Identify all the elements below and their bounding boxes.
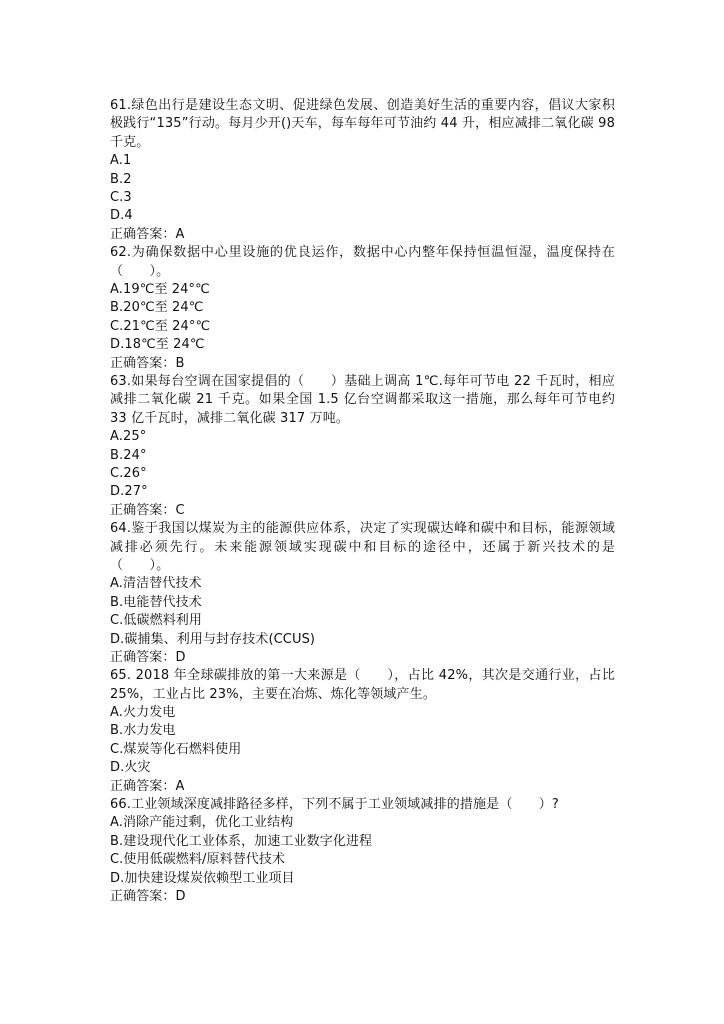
option-a: A.火力发电 [110,705,176,721]
question-stem: 66.工业领域深度减排路径多样，下列不属于工业领域减排的措施是（ ）? [110,797,559,813]
option-d: D.碳捕集、利用与封存技术(CCUS) [110,631,316,647]
question-66 [110,796,615,906]
option-d: D.火灾 [110,760,151,776]
option-d: D.27° [110,484,148,500]
option-b: B.水力发电 [110,723,176,739]
option-b: B.20℃至 24℃ [110,300,204,316]
question-stem: 64.鉴于我国以煤炭为主的能源供应体系，决定了实现碳达峰和碳中和目标，能源领域减排必须先行。未来能源领域实现碳中和目标的途径中，还属于新兴技术的是（ ）。 [110,521,615,573]
question-62 [110,244,615,373]
question-stem: 63.如果每台空调在国家提倡的（ ）基础上调高 1℃.每年可节电 22 千瓦时，相应减排二氧化碳 21 千克。如果全国 1.5 亿台空调都采取这一措施，那么每年可节电约 33 亿千瓦时，减排二氧化碳 317 万吨。 [110,373,615,426]
option-d: D.4 [110,208,133,224]
option-a: A.1 [110,153,132,169]
option-d: D.加快建设煤炭依赖型工业项目 [110,870,295,886]
option-d: D.18℃至 24℃ [110,337,205,353]
question-63 [110,373,615,520]
option-c: C.26° [110,465,147,481]
question-stem: 61.绿色出行是建设生态文明、促进绿色发展、创造美好生活的重要内容，倡议大家积极践行“135”行动。每月少开()天车，每车每年可节油约 44 升，相应减排二氧化碳 98 千克。 [110,98,615,150]
option-a: A.19℃至 24°℃ [110,281,210,297]
option-c: C.使用低碳燃料/原料替代技术 [110,852,286,868]
option-a: A.25° [110,429,147,445]
question-stem: 65. 2018 年全球碳排放的第一大来源是（ ），占比 42%，其次是交通行业，占比 25%，工业占比 23%，主要在冶炼、炼化等领域产生。 [110,668,615,702]
option-b: B.2 [110,171,132,187]
correct-answer: 正确答案：B [110,355,185,371]
question-65 [110,667,615,796]
option-a: A.清洁替代技术 [110,576,202,592]
correct-answer: 正确答案：A [110,226,185,242]
option-b: B.24° [110,447,147,463]
correct-answer: 正确答案：D [110,649,186,665]
option-c: C.低碳燃料利用 [110,613,203,629]
question-stem: 62.为确保数据中心里设施的优良运作，数据中心内整年保持恒温恒湿，温度保持在（ ）。 [110,245,615,279]
option-c: C.煤炭等化石燃料使用 [110,741,242,757]
option-c: C.3 [110,190,132,205]
option-c: C.21℃至 24°℃ [110,318,211,334]
question-64 [110,520,615,667]
document-page [110,97,615,906]
option-b: B.建设现代化工业体系，加速工业数字化进程 [110,833,373,849]
correct-answer: 正确答案：D [110,889,186,905]
correct-answer: 正确答案：C [110,502,185,518]
option-b: B.电能替代技术 [110,594,202,610]
option-a: A.消除产能过剩，优化工业结构 [110,815,294,831]
question-61 [110,97,615,244]
correct-answer: 正确答案：A [110,778,185,794]
